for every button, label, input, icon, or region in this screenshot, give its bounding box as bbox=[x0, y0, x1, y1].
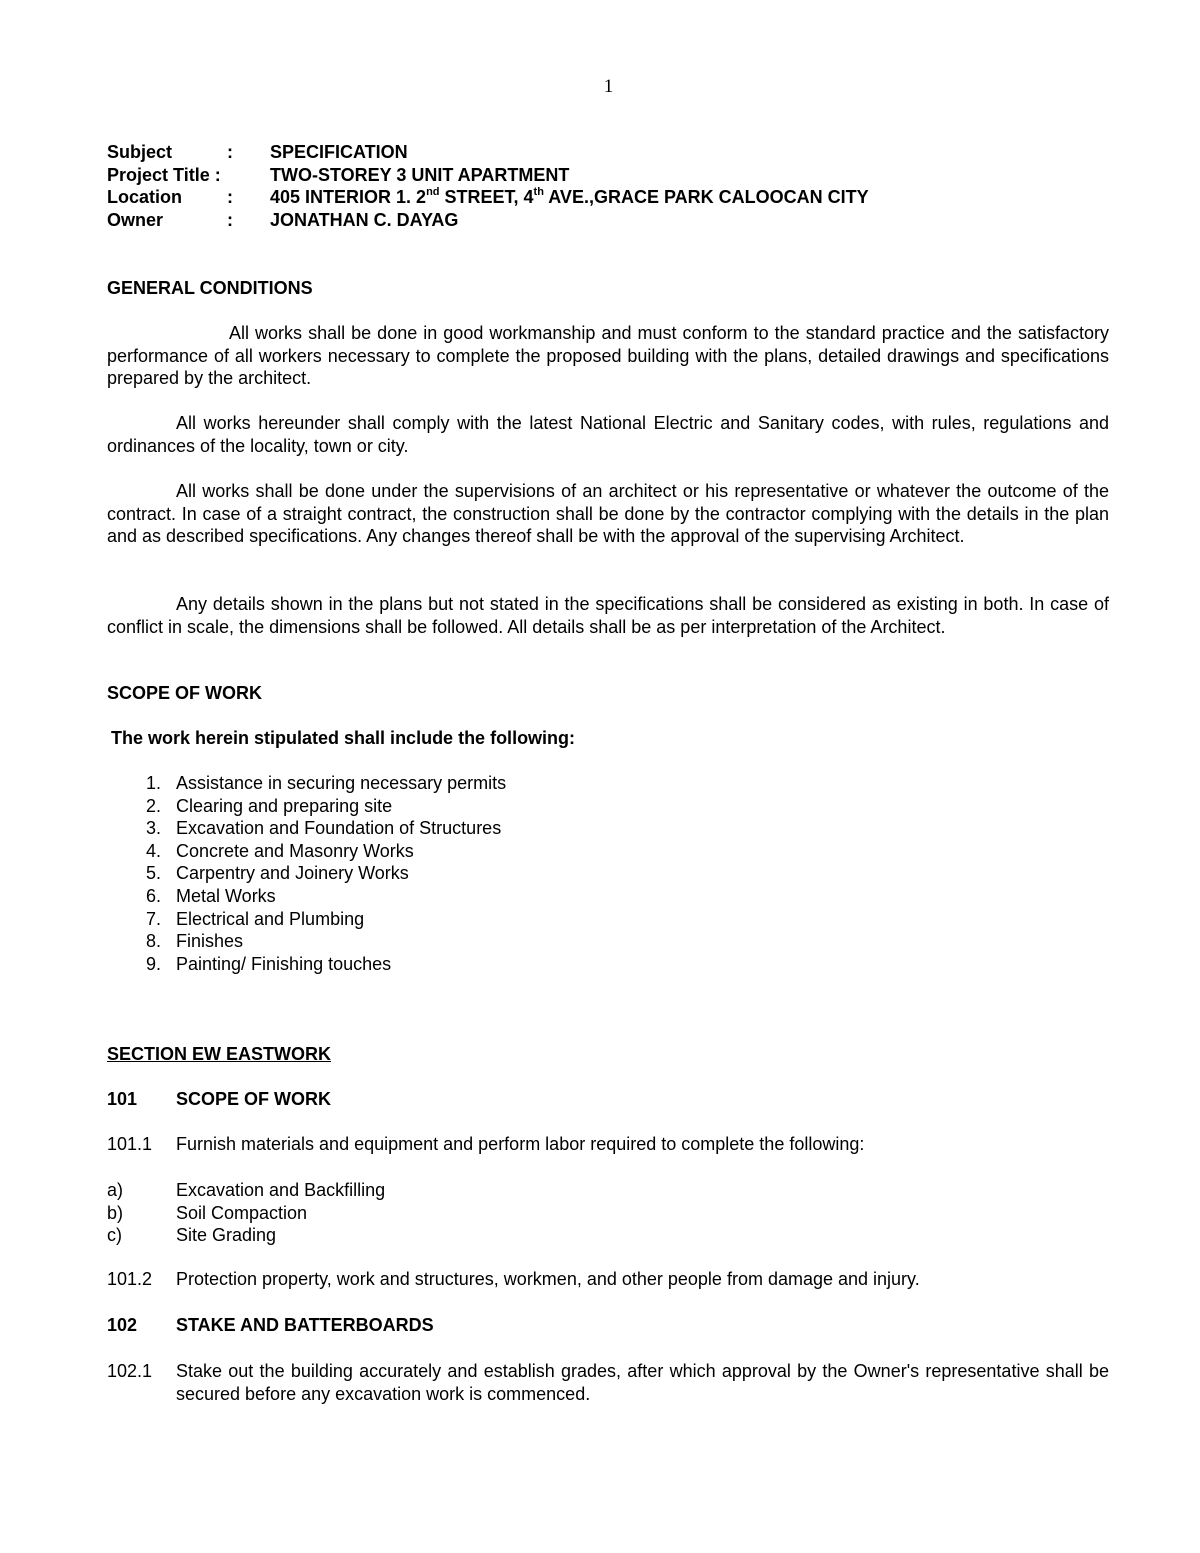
general-conditions-paragraph: All works hereunder shall comply with the latest National Electric and Sanitary codes, with rules, regulations and ordinances of the locality, town or city. bbox=[107, 413, 1109, 456]
subject-colon: : bbox=[227, 142, 233, 162]
section-ew-heading: SECTION EW EASTWORK bbox=[107, 1044, 331, 1064]
owner-label: Owner bbox=[107, 210, 164, 230]
location-colon: : bbox=[227, 187, 233, 207]
owner-colon: : bbox=[227, 210, 233, 230]
location-label: Location bbox=[107, 187, 182, 207]
page-number: 1 bbox=[603, 76, 614, 97]
scope-intro: The work herein stipulated shall include the following: bbox=[111, 728, 576, 748]
location-value: 405 INTERIOR 1. 2nd STREET, 4th AVE.,GRACE PARK CALOOCAN CITY bbox=[270, 186, 869, 207]
clause-102-1: 102.1 Stake out the building accurately and establish grades, after which approval by the Owner's representative shall be secured before any excavation work is commenced. bbox=[107, 1361, 1109, 1404]
project-title-label: Project Title : bbox=[107, 165, 221, 185]
document-page: 1 Subject : SPECIFICATION Project Title : TWO-STOREY 3 UNIT APARTMENT Location : 405 INTERIOR 1. 2nd STREET, 4th AVE.,GRACE PARK CALOOCAN CITY Owner : JONATHAN C. DAYAG GENERAL CONDITIONS All works shall be done in good workmanship and must conform to the standard practice and the satisfactory performance of all workers necessary to complete the proposed building with the plans, detailed drawings and specifications prepared by the architect. All works hereunder shall comply with the latest National Electric and Sanitary codes, with rules, regulations and ordinances of the locality, town or city. All works shall be done under the supervisions of an architect or his representative or whatever the outcome of the contract. In case of a straight contract, the construction shall be done by the contractor complying with the details in the plan and as described specifications. Any changes thereof shall be with the approval of the supervising Architect. Any details shown in the plans but not stated in the specifications shall be considered as existing in both. In case of conflict in scale, the dimensions shall be followed. All details shall be as per interpretation of the Architect. SCOPE OF WORK The work herein stipulated shall include the following: 1. Assistance in securing necessary permits 2. Clearing and preparing site 3. Excavation and Foundation of Structures 4. Concrete and Masonry Works 5. Carpentry and Joinery Works 6. Metal Works 7. Electrical and Plumbing 8. Finishes 9. Painting/ Finishing touches SECTION EW EASTWORK 101 SCOPE OF WORK 101.1 Furnish materials and equipment and perform labor required to complete the following: a) Excavation and Backfilling b) Soil Compaction c) Site Grading 101.2 Protection property, work and structures, workmen, and other people from damage and injury. 102 STAKE AND BATTERBOARDS 102.1 Stake out the building accurately and establish grades, after which approval by the Owner's representative shall be secured before any excavation work is commenced. bbox=[0, 0, 1200, 1553]
general-conditions-paragraph: Any details shown in the plans but not stated in the specifications shall be considered as existing in both. In case of conflict in scale, the dimensions shall be followed. All details shall be as per interpretation of the Architect. bbox=[107, 594, 1109, 637]
general-conditions-paragraph: All works shall be done under the supervisions of an architect or his representative or whatever the outcome of the contract. In case of a straight contract, the construction shall be done by the contractor complying with the details in the plan and as described specifications. Any changes thereof shall be with the approval of the supervising Architect. bbox=[107, 481, 1109, 546]
subject-value: SPECIFICATION bbox=[270, 142, 408, 162]
general-conditions-heading: GENERAL CONDITIONS bbox=[107, 278, 313, 298]
project-title-value: TWO-STOREY 3 UNIT APARTMENT bbox=[270, 165, 570, 185]
scope-of-work-heading: SCOPE OF WORK bbox=[107, 683, 263, 703]
general-conditions-paragraph: All works shall be done in good workmanship and must conform to the standard practice and the satisfactory performance of all workers necessary to complete the proposed building with the plans, detailed drawings and specifications prepared by the architect. bbox=[107, 323, 1109, 388]
owner-value: JONATHAN C. DAYAG bbox=[270, 210, 459, 230]
subject-label: Subject bbox=[107, 142, 173, 162]
